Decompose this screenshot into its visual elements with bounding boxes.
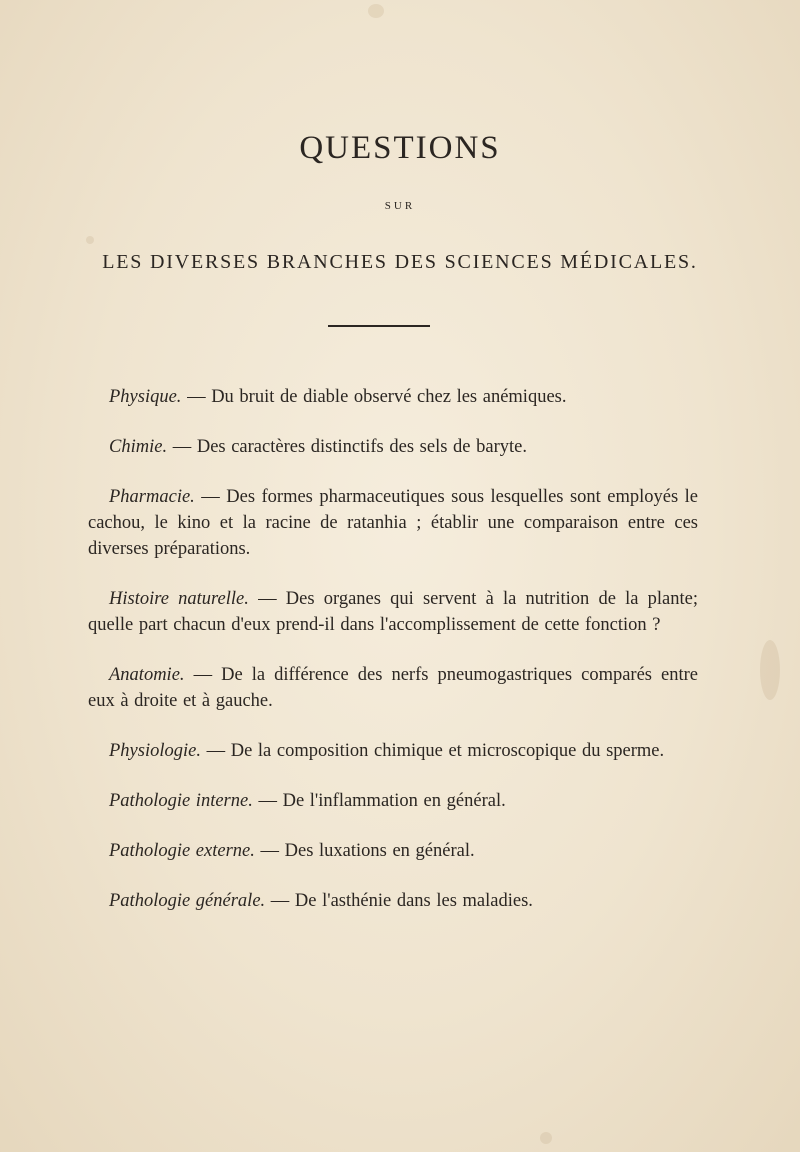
question-text: — De la composition chimique et microscopique du sperme. bbox=[200, 741, 665, 761]
paper-stain bbox=[540, 1132, 552, 1144]
question-physique bbox=[88, 384, 698, 410]
question-pathologie-externe bbox=[88, 838, 698, 864]
page-title: QUESTIONS bbox=[299, 130, 501, 166]
question-text: — De l'asthénie dans les maladies. bbox=[265, 891, 533, 911]
question-pathologie-generale bbox=[88, 888, 698, 914]
questions-list bbox=[88, 384, 698, 938]
question-text: — Des organes qui servent à la nutrition de la plante; quelle part chacun d'eux prend-il dans l'accomplissement de cette fonction ? bbox=[88, 589, 699, 635]
question-subject: Anatomie. bbox=[109, 665, 185, 685]
paper-stain bbox=[86, 236, 94, 244]
question-subject: Physiologie. bbox=[109, 741, 201, 761]
page-subtitle: LES DIVERSES BRANCHES DES SCIENCES MÉDICALES. bbox=[102, 251, 698, 273]
question-subject: Physique. bbox=[109, 387, 182, 407]
question-subject: Pathologie générale. bbox=[109, 891, 266, 911]
question-chimie bbox=[88, 434, 698, 460]
paper-stain bbox=[760, 640, 780, 700]
question-text: — Des luxations en général. bbox=[254, 841, 475, 861]
question-subject: Pathologie interne. bbox=[109, 791, 253, 811]
question-text: — De la différence des nerfs pneumogastriques comparés entre eux à droite et à gauche. bbox=[88, 665, 698, 711]
question-subject: Pathologie externe. bbox=[109, 841, 255, 861]
divider-rule bbox=[328, 325, 430, 327]
paper-stain bbox=[368, 4, 384, 18]
question-physiologie bbox=[88, 738, 698, 764]
question-subject: Histoire naturelle. bbox=[109, 589, 249, 609]
question-pharmacie bbox=[88, 484, 698, 562]
question-text: — Des formes pharmaceutiques sous lesquelles sont employés le cachou, le kino et la racine de ratanhia ; établir une comparaison entre ces diverses préparations. bbox=[88, 487, 698, 559]
question-subject: Pharmacie. bbox=[109, 487, 195, 507]
question-text: — De l'inflammation en général. bbox=[252, 791, 506, 811]
question-pathologie-interne bbox=[88, 788, 698, 814]
question-subject: Chimie. bbox=[109, 437, 168, 457]
question-anatomie bbox=[88, 662, 698, 714]
question-text: — Des caractères distinctifs des sels de baryte. bbox=[167, 437, 527, 457]
question-text: — Du bruit de diable observé chez les anémiques. bbox=[181, 387, 567, 407]
preposition-label: SUR bbox=[384, 200, 416, 212]
question-histoire-naturelle bbox=[88, 586, 698, 638]
